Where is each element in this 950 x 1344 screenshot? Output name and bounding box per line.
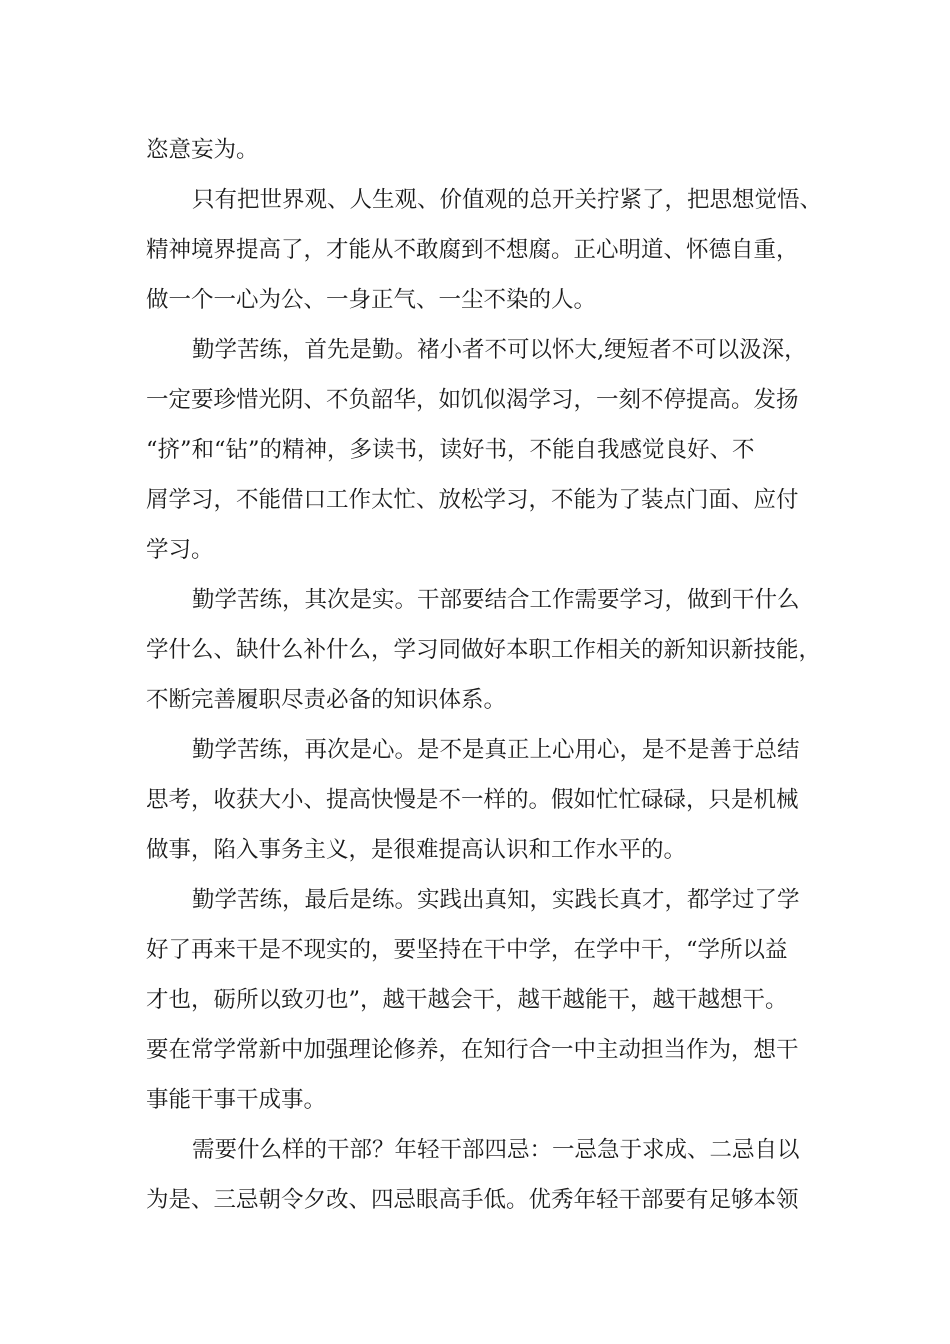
paragraph-start-line: 勤学苦练，其次是实。干部要结合工作需要学习，做到干什么 — [192, 587, 800, 613]
paragraph-start-line: 勤学苦练，再次是心。是不是真正上心用心，是不是善于总结 — [192, 737, 800, 763]
text-line: 做事，陷入事务主义，是很难提高认识和工作水平的。 — [146, 837, 687, 863]
text-line: 做一个一心为公、一身正气、一尘不染的人。 — [146, 287, 597, 313]
text-line: “挤”和“钻”的精神，多读书，读好书，不能自我感觉良好、不 — [146, 437, 755, 463]
text-line: 恣意妄为。 — [146, 137, 259, 163]
paragraph-start-line: 只有把世界观、人生观、价值观的总开关拧紧了，把思想觉悟、 — [192, 187, 823, 213]
text-line: 要在常学常新中加强理论修养，在知行合一中主动担当作为，想干 — [146, 1037, 799, 1063]
text-line: 不断完善履职尽责必备的知识体系。 — [146, 687, 507, 713]
paragraph-start-line: 勤学苦练，最后是练。实践出真知，实践长真才，都学过了学 — [192, 887, 800, 913]
text-line: 事能干事干成事。 — [146, 1087, 327, 1113]
paragraph-start-line: 需要什么样的干部？年轻干部四忌：一忌急于求成、二忌自以 — [192, 1137, 800, 1163]
text-line: 精神境界提高了，才能从不敢腐到不想腐。正心明道、怀德自重， — [146, 237, 799, 263]
paragraph-start-line: 勤学苦练，首先是勤。褚小者不可以怀大,绠短者不可以汲深， — [192, 337, 807, 363]
text-line: 屑学习，不能借口工作太忙、放松学习，不能为了装点门面、应付 — [146, 487, 799, 513]
text-line: 才也，砺所以致刃也”，越干越会干，越干越能干，越干越想干。 — [146, 987, 788, 1013]
text-line: 学什么、缺什么补什么，学习同做好本职工作相关的新知识新技能， — [146, 637, 822, 663]
text-line: 一定要珍惜光阴、不负韶华，如饥似渴学习，一刻不停提高。发扬 — [146, 387, 799, 413]
text-line: 好了再来干是不现实的，要坚持在干中学，在学中干，“学所以益 — [146, 937, 788, 963]
text-line: 为是、三忌朝令夕改、四忌眼高手低。优秀年轻干部要有足够本领 — [146, 1187, 799, 1213]
text-line: 思考，收获大小、提高快慢是不一样的。假如忙忙碌碌，只是机械 — [146, 787, 799, 813]
text-line: 学习。 — [146, 537, 214, 563]
